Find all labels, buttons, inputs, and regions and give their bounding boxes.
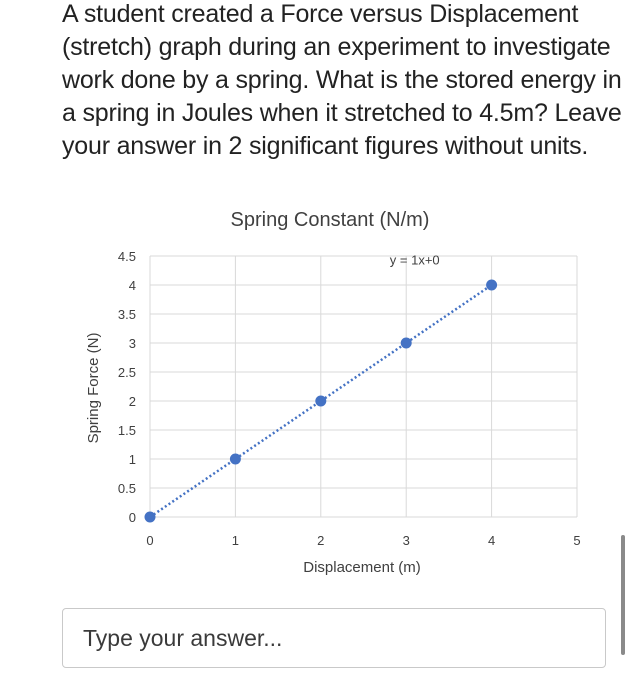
chart xyxy=(0,198,632,588)
y-tick-labels xyxy=(118,249,136,525)
x-tick-label: 3 xyxy=(402,533,410,548)
y-tick-label: 1 xyxy=(128,452,136,467)
y-tick-label: 4 xyxy=(128,278,136,293)
y-tick-label: 0.5 xyxy=(117,481,136,496)
x-tick-label: 0 xyxy=(146,533,154,548)
scrollbar[interactable] xyxy=(621,535,625,655)
answer-input[interactable] xyxy=(62,608,606,668)
data-point xyxy=(230,454,241,465)
data-point xyxy=(401,338,412,349)
y-axis-label: Spring Force (N) xyxy=(85,332,102,444)
question-text: A student created a Force versus Displacement (stretch) graph during an experiment to investigate work done by a spring. What is the stored energy in a spring in Joules when it stretched to 4.5m? Leave your answer in 2 significant figures without units. xyxy=(62,0,622,160)
x-tick-label: 1 xyxy=(231,533,240,548)
chart-title: Spring Constant (N/m) xyxy=(230,209,430,231)
x-tick-labels xyxy=(146,533,580,548)
trendline-equation: y = 1x+0 xyxy=(389,252,440,268)
x-tick-label: 2 xyxy=(317,533,325,548)
y-tick-label: 3 xyxy=(128,336,136,351)
data-point xyxy=(315,396,326,407)
x-tick-label: 5 xyxy=(573,533,581,548)
y-tick-label: 1.5 xyxy=(117,423,136,438)
y-tick-label: 0 xyxy=(128,510,136,525)
x-axis-label: Displacement (m) xyxy=(303,559,421,576)
y-tick-label: 4.5 xyxy=(117,249,136,264)
y-tick-label: 3.5 xyxy=(117,307,136,322)
y-tick-label: 2.5 xyxy=(117,365,136,380)
data-point xyxy=(486,280,497,291)
data-point xyxy=(145,512,156,523)
gridlines xyxy=(150,256,577,517)
y-tick-label: 2 xyxy=(128,394,136,409)
x-tick-label: 4 xyxy=(487,533,496,548)
spring-chart-svg xyxy=(0,198,632,588)
